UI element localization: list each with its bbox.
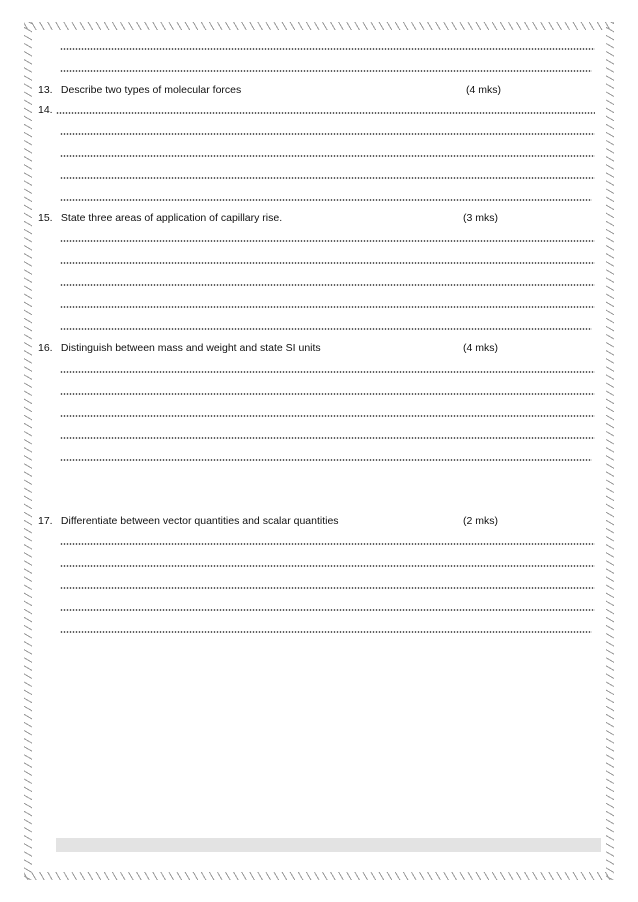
- answer-line[interactable]: [60, 609, 595, 611]
- answer-line[interactable]: [60, 587, 595, 589]
- question-text: Describe two types of molecular forces: [60, 84, 242, 96]
- question-14: [38, 104, 58, 116]
- footer-bar: [56, 838, 601, 852]
- answer-line[interactable]: [60, 48, 595, 50]
- answer-line[interactable]: [60, 199, 592, 201]
- page-border-top: [24, 22, 614, 30]
- page-border-left: [24, 22, 32, 880]
- question-marks: (4 mks): [463, 342, 498, 354]
- question-number: 17.: [38, 515, 53, 527]
- answer-line[interactable]: [60, 284, 595, 286]
- question-text: Differentiate between vector quantities and scalar quantities: [60, 515, 339, 527]
- question-15: [38, 212, 282, 224]
- question-13: [38, 84, 241, 96]
- answer-line[interactable]: [60, 565, 595, 567]
- question-number: 16.: [38, 342, 53, 354]
- answer-line[interactable]: [60, 177, 595, 179]
- question-16: [38, 342, 321, 354]
- question-marks: (4 mks): [466, 84, 501, 96]
- question-text: Distinguish between mass and weight and state SI units: [60, 342, 321, 354]
- answer-line[interactable]: [60, 371, 595, 373]
- answer-line[interactable]: [60, 70, 592, 72]
- answer-line[interactable]: [60, 328, 592, 330]
- question-text: State three areas of application of capillary rise.: [60, 212, 283, 224]
- page-border-right: [606, 22, 614, 880]
- answer-line[interactable]: [60, 459, 592, 461]
- answer-line[interactable]: [60, 240, 595, 242]
- answer-line[interactable]: [60, 155, 595, 157]
- question-marks: (3 mks): [463, 212, 498, 224]
- answer-line[interactable]: [56, 112, 595, 114]
- question-number: 14.: [38, 104, 53, 116]
- answer-line[interactable]: [60, 631, 592, 633]
- page-border-bottom: [24, 872, 614, 880]
- question-17: [38, 515, 339, 527]
- answer-line[interactable]: [60, 133, 595, 135]
- answer-line[interactable]: [60, 543, 595, 545]
- question-marks: (2 mks): [463, 515, 498, 527]
- answer-line[interactable]: [60, 393, 595, 395]
- answer-line[interactable]: [60, 306, 595, 308]
- answer-line[interactable]: [60, 415, 595, 417]
- answer-line[interactable]: [60, 262, 595, 264]
- question-number: 15.: [38, 212, 53, 224]
- question-number: 13.: [38, 84, 53, 96]
- answer-line[interactable]: [60, 437, 595, 439]
